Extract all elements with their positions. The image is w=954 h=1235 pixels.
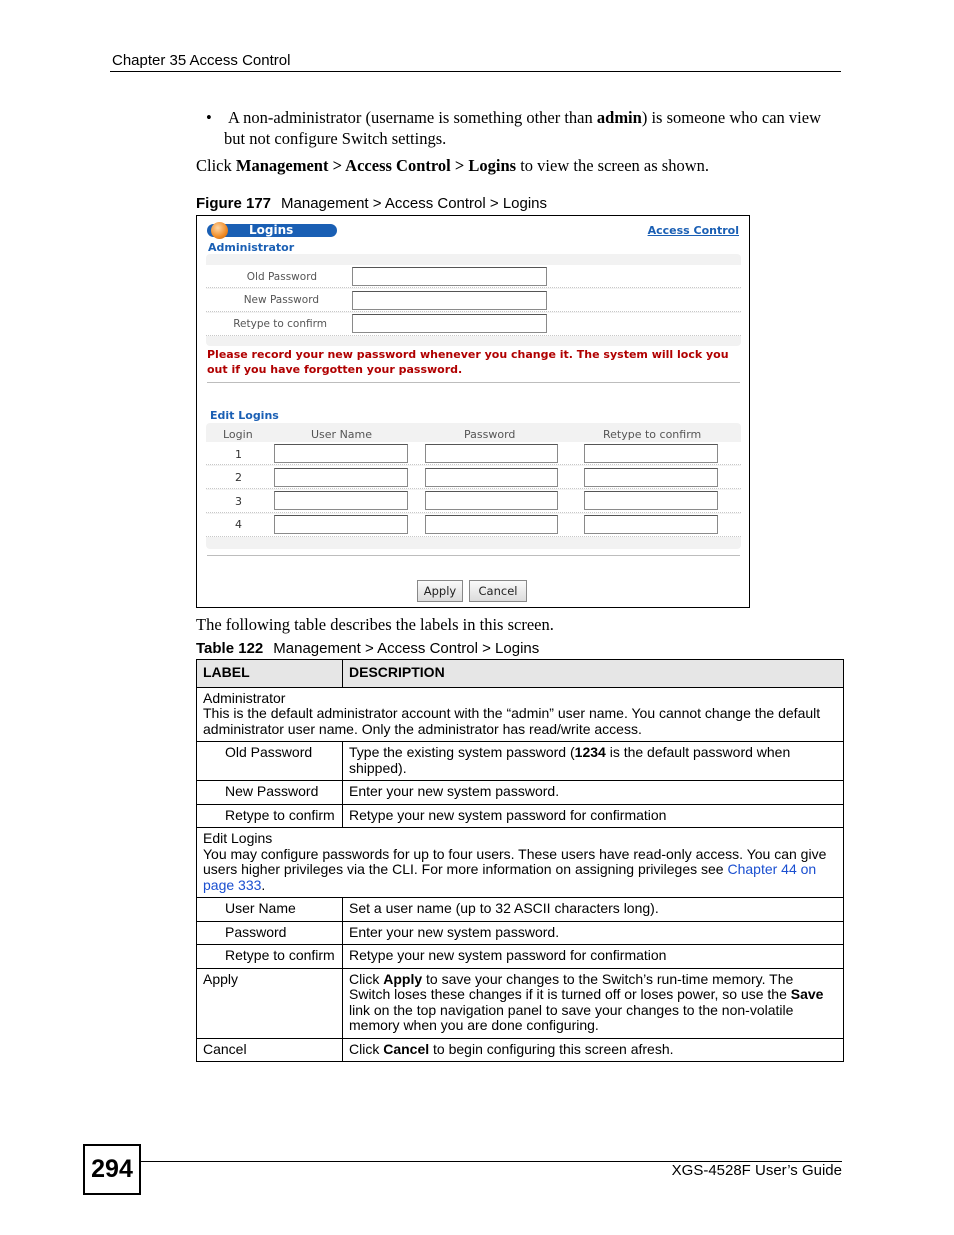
bullet-dot: • bbox=[206, 108, 212, 127]
retype-label: Retype to confirm bbox=[233, 318, 327, 330]
header-label: LABEL bbox=[197, 660, 343, 688]
table-row bbox=[197, 804, 844, 828]
bullet-paragraph bbox=[206, 107, 846, 149]
row-label: User Name bbox=[197, 898, 343, 922]
desc-pre: Type the existing system password ( bbox=[349, 744, 575, 760]
row-description: Retype your new system password for confirmation bbox=[343, 804, 844, 828]
click-instruction bbox=[196, 155, 709, 176]
table-row bbox=[197, 921, 844, 945]
retype-input-4[interactable] bbox=[584, 515, 718, 534]
row-description: Retype your new system password for confirmation bbox=[343, 945, 844, 969]
user-name-input-4[interactable] bbox=[274, 515, 408, 534]
logins-screen bbox=[197, 216, 749, 607]
description-table bbox=[196, 659, 844, 1062]
login-number: 1 bbox=[235, 448, 242, 461]
edit-logins-section bbox=[197, 828, 844, 898]
col-login: Login bbox=[223, 428, 253, 441]
user-name-input-3[interactable] bbox=[274, 491, 408, 510]
retype-input-2[interactable] bbox=[584, 468, 718, 487]
row-description: Enter your new system password. bbox=[343, 921, 844, 945]
click-path: Management > Access Control > Logins bbox=[235, 156, 517, 175]
administrator-section bbox=[197, 687, 844, 742]
figure-number: Figure 177 bbox=[196, 195, 272, 212]
table-row bbox=[197, 687, 844, 742]
figure-caption bbox=[196, 195, 547, 212]
table-title: Management > Access Control > Logins bbox=[273, 640, 540, 657]
table-header-row bbox=[197, 660, 844, 688]
password-input-1[interactable] bbox=[425, 444, 558, 463]
row-description: Enter your new system password. bbox=[343, 781, 844, 805]
user-name-input-2[interactable] bbox=[274, 468, 408, 487]
table-row bbox=[197, 828, 844, 898]
desc-mid: to save your changes to the Switch’s run-time memory. The Switch loses these changes if it is turned off or loses power, so use the bbox=[349, 970, 794, 1002]
row-label: Password bbox=[197, 921, 343, 945]
row-description: Set a user name (up to 32 ASCII characters long). bbox=[343, 898, 844, 922]
edit-end: . bbox=[261, 876, 266, 893]
logins-tab-label: Logins bbox=[249, 223, 294, 237]
apply-button[interactable]: Apply bbox=[417, 580, 463, 602]
table-row bbox=[197, 945, 844, 969]
orb-icon bbox=[211, 222, 228, 239]
retype-input-3[interactable] bbox=[584, 491, 718, 510]
table-caption bbox=[196, 640, 539, 657]
row-description bbox=[343, 1038, 844, 1062]
following-text: The following table describes the labels in this screen. bbox=[196, 615, 554, 634]
table-row bbox=[197, 968, 844, 1038]
header-rule bbox=[110, 71, 841, 72]
click-post: to view the screen as shown. bbox=[516, 156, 709, 175]
row-label: Retype to confirm bbox=[197, 804, 343, 828]
col-user-name: User Name bbox=[311, 428, 373, 441]
bullet-text-bold: admin bbox=[596, 108, 642, 127]
password-warning: Please record your new password whenever you change it. The system will lock you out if you have forgotten your password. bbox=[207, 348, 729, 376]
user-name-input-1[interactable] bbox=[274, 444, 408, 463]
desc-bold: Cancel bbox=[383, 1040, 430, 1057]
row-label: Old Password bbox=[197, 742, 343, 781]
table-number: Table 122 bbox=[196, 640, 264, 657]
table-row bbox=[197, 742, 844, 781]
chapter-header: Chapter 35 Access Control bbox=[112, 52, 291, 69]
figure-title: Management > Access Control > Logins bbox=[281, 195, 548, 212]
figure-screenshot bbox=[196, 215, 750, 608]
row-label: New Password bbox=[197, 781, 343, 805]
desc-post: to begin configuring this screen afresh. bbox=[429, 1040, 674, 1057]
desc-bold: Apply bbox=[383, 970, 423, 987]
chapter-link[interactable]: Chapter 44 on page 333 bbox=[203, 861, 817, 893]
login-number: 2 bbox=[235, 471, 242, 484]
edit-text: You may configure passwords for up to four users. These users have read-only access. You can give users higher privileges via the CLI. For more information on assigning privileges see bbox=[203, 845, 827, 877]
cancel-button[interactable]: Cancel bbox=[469, 580, 527, 602]
separator-bottom bbox=[207, 555, 740, 556]
col-retype: Retype to confirm bbox=[603, 428, 702, 441]
bullet-text-pre: A non-administrator (username is something other than bbox=[228, 108, 597, 127]
desc-pre: Click bbox=[349, 1040, 384, 1057]
bullet-text bbox=[224, 107, 846, 149]
administrator-section-title: Administrator bbox=[203, 689, 286, 706]
edit-logins-section-text bbox=[203, 847, 837, 894]
page-number: 294 bbox=[83, 1144, 141, 1195]
guide-title: XGS-4528F User’s Guide bbox=[671, 1162, 842, 1179]
old-password-label: Old Password bbox=[246, 271, 317, 283]
retype-input-1[interactable] bbox=[584, 444, 718, 463]
desc-pre: Click bbox=[349, 970, 384, 987]
table-row bbox=[197, 781, 844, 805]
old-password-input[interactable] bbox=[352, 267, 547, 286]
new-password-input[interactable] bbox=[352, 291, 547, 310]
col-password: Password bbox=[464, 428, 516, 441]
access-control-link[interactable]: Access Control bbox=[647, 224, 739, 237]
separator-top bbox=[207, 382, 740, 383]
password-input-2[interactable] bbox=[425, 468, 558, 487]
edit-logins-title: Edit Logins bbox=[210, 409, 279, 422]
retype-password-input[interactable] bbox=[352, 314, 547, 333]
desc-post: is the default password when shipped). bbox=[349, 744, 791, 776]
login-number: 3 bbox=[235, 495, 242, 508]
row-label: Apply bbox=[197, 968, 343, 1038]
row-label: Cancel bbox=[197, 1038, 343, 1062]
desc-bold: 1234 bbox=[574, 744, 606, 760]
new-password-label: New Password bbox=[243, 294, 319, 306]
row-label: Retype to confirm bbox=[197, 945, 343, 969]
header-description: DESCRIPTION bbox=[343, 660, 844, 688]
table-row bbox=[197, 898, 844, 922]
administrator-title: Administrator bbox=[208, 241, 295, 254]
row-description bbox=[343, 742, 844, 781]
password-input-4[interactable] bbox=[425, 515, 558, 534]
table-row bbox=[197, 1038, 844, 1062]
desc-bold: Save bbox=[790, 986, 824, 1002]
bullet-text-post: ) is someone who can view but not configure Switch settings. bbox=[224, 108, 821, 148]
desc-post: link on the top navigation panel to save your changes to the non-volatile memory when you are done configuring. bbox=[349, 1001, 794, 1033]
edit-logins-section-title: Edit Logins bbox=[203, 830, 273, 846]
login-number: 4 bbox=[235, 518, 242, 531]
administrator-section-text: This is the default administrator account with the “admin” user name. You cannot change the default administrator user name. Only the administrator has read/write access. bbox=[203, 705, 821, 737]
click-pre: Click bbox=[196, 156, 236, 175]
password-input-3[interactable] bbox=[425, 491, 558, 510]
row-description bbox=[343, 968, 844, 1038]
